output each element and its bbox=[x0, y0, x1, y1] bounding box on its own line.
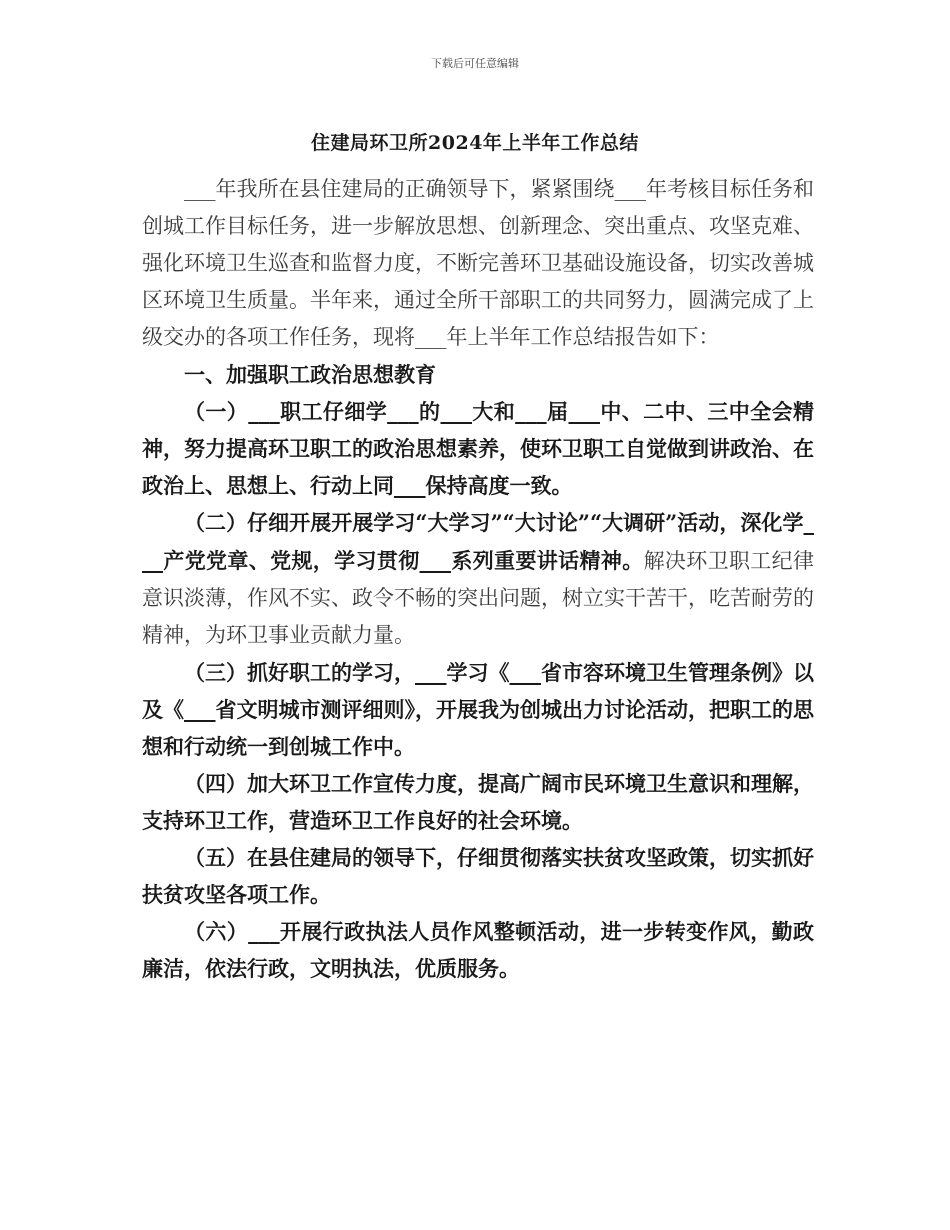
header-note: 下载后可任意编辑 bbox=[431, 57, 519, 70]
item-paragraph-3: （三）抓好职工的学习，___学习《___省市容环境卫生管理条例》以及《___省文明城市测评细则》，开展我为创城出力讨论活动，把职工的思想和行动统一到创城工作中。 bbox=[142, 660, 814, 759]
item-paragraph-2 bbox=[142, 504, 814, 654]
item-2-plain-text: 解决环卫职工纪律意识淡薄，作风不实、政令不畅的突出问题，树立实干苦干，吃苦耐劳的精神，为环卫事业贡献力量。 bbox=[142, 549, 815, 647]
document-title: 住建局环卫所2024年上半年工作总结 bbox=[311, 132, 639, 154]
item-paragraph-4: （四）加大环卫工作宣传力度，提高广阔市民环境卫生意识和理解，支持环卫工作，营造环卫工作良好的社会环境。 bbox=[142, 771, 814, 833]
item-paragraph-1: （一）___职工仔细学___的___大和___届___中、二中、三中全会精神，努力提高环卫职工的政治思想素养，使环卫职工自觉做到讲政治、在政治上、思想上、行动上同___保持高度一致。 bbox=[142, 399, 814, 498]
item-2-bold-text: （二）仔细开展开展学习“大学习”“大讨论”“大调研”活动，深化学___产党党章、党规，学习贯彻___系列重要讲话精神。 bbox=[142, 510, 814, 573]
document-body bbox=[142, 171, 814, 987]
section-heading: 一、加强职工政治思想教育 bbox=[184, 362, 436, 387]
intro-paragraph: ___年我所在县住建局的正确领导下，紧紧围绕___年考核目标任务和创城工作目标任务，进一步解放思想、创新理念、突出重点、攻坚克难、强化环境卫生巡查和监督力度，不断完善环卫基础设施设备，切实改善城区环境卫生质量。半年来，通过全所干部职工的共同努力，圆满完成了上级交办的各项工作任务，现将___年上半年工作总结报告如下： bbox=[142, 177, 814, 349]
item-paragraph-5: （五）在县住建局的领导下，仔细贯彻落实扶贫攻坚政策，切实抓好扶贫攻坚各项工作。 bbox=[142, 845, 814, 907]
item-paragraph-6: （六）___开展行政执法人员作风整顿活动，进一步转变作风，勤政廉洁，依法行政，文明执法，优质服务。 bbox=[142, 919, 814, 981]
